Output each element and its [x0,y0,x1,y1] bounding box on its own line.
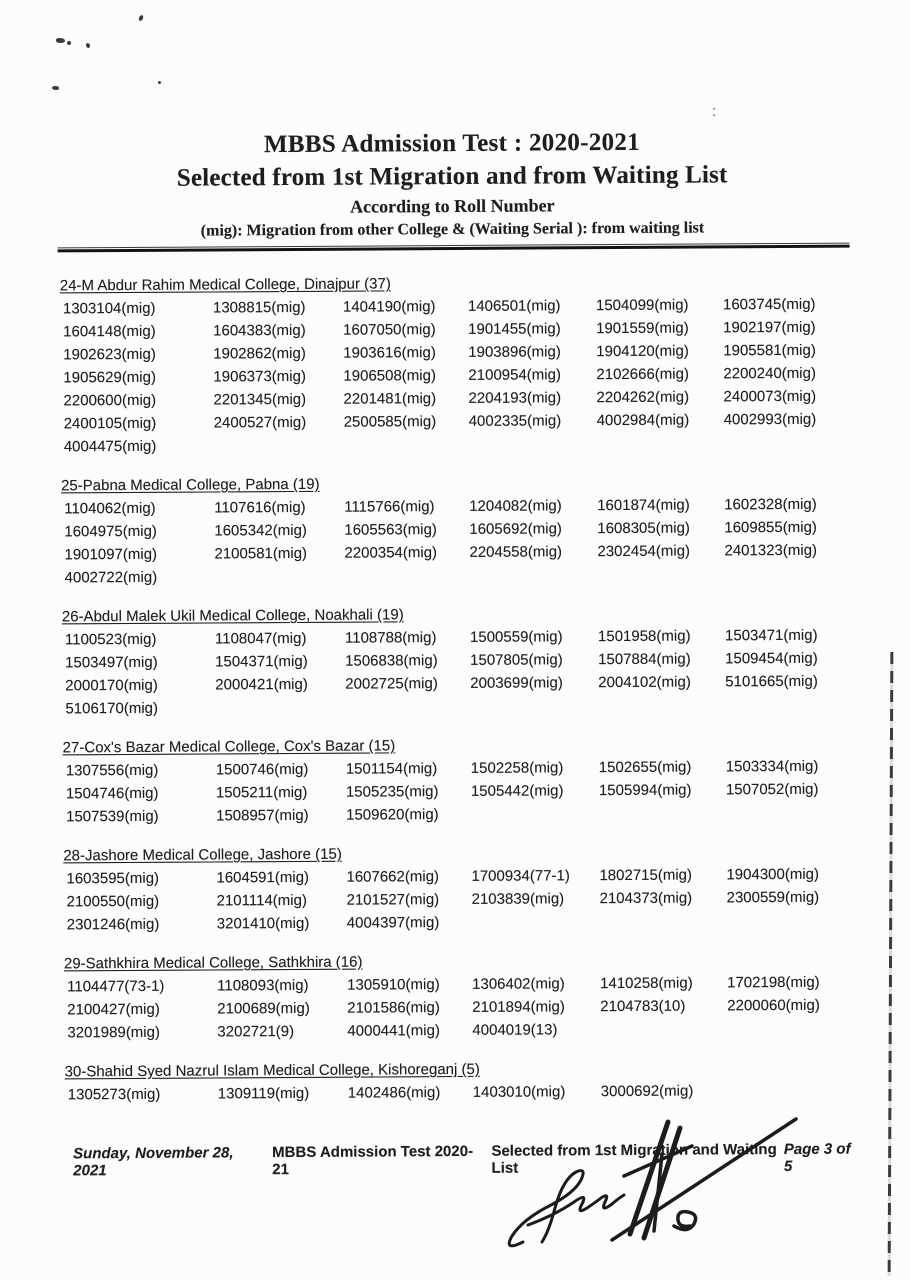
roll-number: 1504746(mig) [65,784,159,803]
roll-number: 1500559(mig) [469,628,563,646]
roll-number: 4004019(13) [472,1021,558,1039]
roll-number: 1308815(mig) [212,298,306,317]
footer-date: Sunday, November 28, 2021 [73,1144,234,1180]
roll-number: 5101665(mig) [725,672,818,691]
roll-number: 2101586(mig) [347,999,440,1017]
roll-number: 1307556(mig) [65,761,159,780]
roll-number: 1505994(mig) [598,781,692,800]
roll-number: 1509454(mig) [725,649,818,668]
roll-number: 2204262(mig) [596,388,690,407]
roll-number: 1509620(mig) [346,806,439,824]
roll-number: 1501154(mig) [345,760,438,778]
roll-number: 2104783(10) [600,997,686,1016]
roll-number: 4004397(mig) [346,914,440,932]
roll-number: 2201481(mig) [343,390,437,408]
roll-number: 1902623(mig) [63,345,156,364]
roll-number: 1905581(mig) [723,341,816,360]
roll-number: 1604148(mig) [63,322,156,341]
roll-number: 2100689(mig) [217,999,310,1018]
roll-number: 1503334(mig) [725,757,819,776]
roll-number: 2101894(mig) [472,998,565,1016]
roll-number: 1607662(mig) [346,868,440,886]
section-heading: 24-M Abdur Rahim Medical College, Dinajpur (37) [59,275,391,295]
section-heading: 25-Pabna Medical College, Pabna (19) [60,475,320,495]
roll-number: 4002993(mig) [723,410,817,429]
college-section [63,735,854,829]
roll-number: 5106170(mig) [65,699,159,718]
roll-number: 2000170(mig) [65,676,158,695]
roll-number: 1507052(mig) [725,780,819,799]
college-section [61,473,852,590]
roll-number: 2101527(mig) [346,891,440,909]
roll-number: 1108788(mig) [344,629,437,647]
sections-container [60,273,855,1107]
roll-number: 2103839(mig) [471,890,565,908]
roll-number: 2200600(mig) [63,391,157,410]
roll-number: 3201989(mig) [67,1023,161,1042]
roll-number: 1902862(mig) [213,344,306,363]
roll-number: 1608305(mig) [597,519,690,538]
roll-number: 1107616(mig) [214,498,306,517]
roll-grid [63,863,853,937]
college-section [65,1059,855,1107]
roll-number: 1501958(mig) [597,627,691,646]
roll-number: 2100581(mig) [214,544,308,563]
roll-number: 1309119(mig) [217,1084,310,1103]
roll-number: 1604975(mig) [64,522,157,541]
roll-number: 2400105(mig) [63,414,157,433]
header-rule [58,243,850,253]
roll-number: 1607050(mig) [343,321,436,339]
roll-number: 2000421(mig) [215,675,308,694]
roll-number: 1902197(mig) [723,318,816,337]
roll-number: 1905629(mig) [63,368,157,387]
roll-number: 2100550(mig) [66,892,160,911]
roll-number: 1507805(mig) [470,651,563,669]
roll-number: 2201345(mig) [213,390,307,409]
roll-number: 1507884(mig) [598,650,691,669]
roll-number: 1906508(mig) [343,367,436,385]
stray-colon-artifact: : [712,103,717,120]
roll-number: 1602328(mig) [724,495,817,514]
roll-number: 1603595(mig) [66,869,160,888]
roll-number: 1506838(mig) [345,652,438,670]
roll-number: 1108093(mig) [217,976,309,995]
footer-page-number: Page 3 of 5 [783,1140,851,1176]
roll-number: 2102666(mig) [596,365,689,384]
roll-number: 1504099(mig) [595,296,689,315]
roll-number: 1115766(mig) [344,498,435,516]
section-heading: 30-Shahid Syed Nazrul Islam Medical College, Kishoreganj (5) [64,1060,480,1081]
roll-number: 4002722(mig) [64,568,158,587]
roll-number: 1306402(mig) [472,975,565,993]
sort-note: According to Roll Number [350,195,555,217]
roll-number: 4002335(mig) [468,412,562,430]
roll-number: 1507539(mig) [66,807,159,826]
roll-grid [64,971,854,1045]
document-title: MBBS Admission Test : 2020-2021 [263,128,641,159]
roll-number: 1500746(mig) [215,760,309,779]
roll-number: 4002984(mig) [596,411,690,430]
roll-number: 2104373(mig) [599,889,693,908]
roll-number: 1901559(mig) [596,319,689,338]
roll-number: 1505442(mig) [470,782,564,800]
roll-number: 1503471(mig) [724,626,818,645]
roll-number: 2400073(mig) [723,387,817,406]
roll-number: 1604383(mig) [213,321,306,340]
roll-number: 1906373(mig) [213,367,307,386]
footer-doc-title: MBBS Admission Test 2020-21 [272,1142,474,1179]
roll-grid [62,624,853,721]
roll-number: 2200240(mig) [723,364,816,383]
roll-number: 1904300(mig) [726,865,820,884]
roll-number: 3202721(9) [217,1022,295,1041]
roll-number: 1204082(mig) [469,497,562,515]
college-section [62,604,853,721]
roll-number: 1305273(mig) [67,1085,161,1104]
college-section [63,843,854,937]
roll-number: 2204558(mig) [469,543,563,561]
roll-grid [61,493,852,590]
page-footer [73,1141,857,1180]
roll-number: 1305910(mig) [347,976,440,994]
section-heading: 29-Sathkhira Medical College, Sathkhira (16) [63,953,363,973]
roll-number: 1605563(mig) [344,521,437,539]
roll-number: 1104062(mig) [64,499,156,518]
roll-number: 1903896(mig) [468,343,561,361]
roll-number: 1410258(mig) [600,974,693,993]
roll-number: 1104477(73-1) [67,977,165,996]
roll-number: 2002725(mig) [345,675,438,693]
college-section [64,951,855,1045]
roll-number: 2401323(mig) [724,541,818,560]
section-heading: 27-Cox's Bazar Medical College, Cox's Bazar (15) [62,737,396,757]
roll-number: 1403010(mig) [472,1083,566,1101]
roll-number: 2100427(mig) [67,1000,160,1019]
roll-number: 2300559(mig) [726,888,820,907]
document-subtitle: Selected from 1st Migration and from Waiting List [176,161,728,192]
roll-number: 2200354(mig) [344,544,438,562]
roll-number: 2301246(mig) [66,915,160,934]
roll-number: 1404190(mig) [342,298,436,316]
roll-number: 1903616(mig) [343,344,436,362]
roll-number: 1108047(mig) [214,629,307,648]
roll-number: 1503497(mig) [65,653,158,672]
section-heading: 26-Abdul Malek Ukil Medical College, Noakhali (19) [61,606,404,626]
roll-number: 1504371(mig) [215,652,308,671]
roll-number: 2400527(mig) [213,413,307,432]
roll-number: 1605692(mig) [469,520,562,538]
roll-number: 1402486(mig) [347,1084,441,1102]
roll-number: 2204193(mig) [468,389,562,407]
roll-number: 1508957(mig) [216,806,309,825]
roll-number: 2500585(mig) [343,413,437,431]
roll-number: 1303104(mig) [62,299,156,318]
college-section [60,273,851,459]
roll-number: 3201410(mig) [216,914,310,933]
roll-grid [60,293,851,459]
roll-number: 2200060(mig) [727,996,820,1015]
roll-number: 1502655(mig) [598,758,692,777]
footer-selection-note: Selected from 1st Migration and Waiting List [491,1141,777,1177]
roll-number: 3000692(mig) [600,1082,694,1101]
roll-number: 2101114(mig) [216,891,307,910]
roll-number: 1901097(mig) [64,545,158,564]
roll-number: 2004102(mig) [598,673,691,692]
roll-number: 4000441(mig) [347,1022,441,1040]
roll-number: 1406501(mig) [467,297,561,315]
roll-number: 1605342(mig) [214,521,307,540]
roll-number: 1601874(mig) [597,496,690,515]
roll-number: 4004475(mig) [63,437,157,456]
roll-number: 2003699(mig) [470,674,563,692]
roll-number: 1505235(mig) [345,783,439,801]
roll-number: 1505211(mig) [215,783,308,802]
section-heading: 28-Jashore Medical College, Jashore (15) [63,845,342,865]
roll-number: 1901455(mig) [468,320,561,338]
roll-number: 1502258(mig) [470,759,564,777]
roll-number: 1609855(mig) [724,518,817,537]
roll-number: 2302454(mig) [597,542,691,561]
document-header [0,125,908,253]
roll-number: 2100954(mig) [468,366,561,384]
roll-number: 1604591(mig) [216,868,310,887]
roll-number: 1100523(mig) [64,630,157,649]
roll-number: 1702198(mig) [727,973,820,992]
legend-note: (mig): Migration from other College & (Waiting Serial ): from waiting list [200,219,705,240]
roll-number: 1802715(mig) [599,866,693,885]
roll-grid [65,1079,855,1107]
roll-number: 1700934(77-1) [471,867,570,885]
roll-number: 1603745(mig) [722,295,816,314]
roll-number: 1904120(mig) [596,342,689,361]
roll-grid [63,755,853,829]
